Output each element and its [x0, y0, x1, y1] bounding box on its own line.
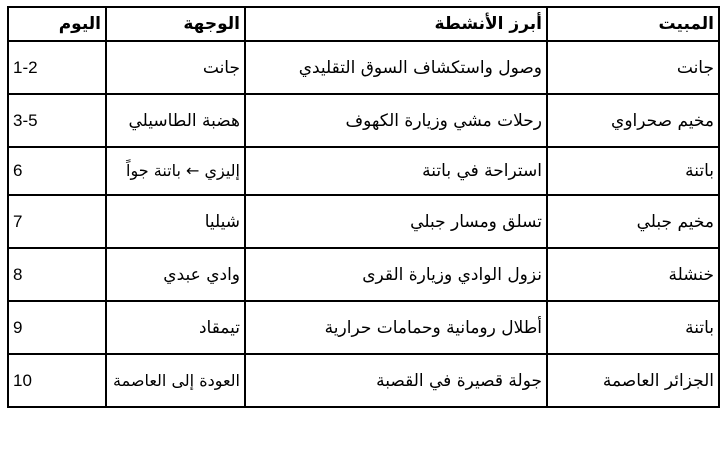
stay-cell: باتنة: [547, 301, 719, 354]
activities-cell: رحلات مشي وزيارة الكهوف: [245, 94, 547, 147]
destination-cell: شيليا: [106, 195, 245, 248]
destination-cell: العودة إلى العاصمة: [106, 354, 245, 407]
day-cell: 7: [8, 195, 106, 248]
stay-cell: مخيم جبلي: [547, 195, 719, 248]
stay-cell: جانت: [547, 41, 719, 94]
table-row: [8, 248, 719, 301]
stay-cell: باتنة: [547, 147, 719, 195]
table-row: [8, 301, 719, 354]
table-row: [8, 354, 719, 407]
day-cell: 3-5: [8, 94, 106, 147]
itinerary-table: [7, 6, 720, 408]
activities-cell: جولة قصيرة في القصبة: [245, 354, 547, 407]
day-cell: 10: [8, 354, 106, 407]
activities-cell: استراحة في باتنة: [245, 147, 547, 195]
day-cell: 9: [8, 301, 106, 354]
header-day: اليوم: [8, 7, 106, 41]
table-row: [8, 195, 719, 248]
destination-cell: هضبة الطاسيلي: [106, 94, 245, 147]
table-row: [8, 41, 719, 94]
activities-cell: نزول الوادي وزيارة القرى: [245, 248, 547, 301]
stay-cell: الجزائر العاصمة: [547, 354, 719, 407]
table-row: [8, 147, 719, 195]
table-row: [8, 94, 719, 147]
day-cell: 8: [8, 248, 106, 301]
activities-cell: تسلق ومسار جبلي: [245, 195, 547, 248]
destination-cell: جانت: [106, 41, 245, 94]
day-cell: 1-2: [8, 41, 106, 94]
activities-cell: وصول واستكشاف السوق التقليدي: [245, 41, 547, 94]
destination-cell: تيمقاد: [106, 301, 245, 354]
header-activities: أبرز الأنشطة: [245, 7, 547, 41]
header-stay: المبيت: [547, 7, 719, 41]
header-destination: الوجهة: [106, 7, 245, 41]
stay-cell: مخيم صحراوي: [547, 94, 719, 147]
destination-cell: وادي عبدي: [106, 248, 245, 301]
activities-cell: أطلال رومانية وحمامات حرارية: [245, 301, 547, 354]
header-row: [8, 7, 719, 41]
day-cell: 6: [8, 147, 106, 195]
destination-cell: إليزي ← باتنة جواً: [106, 147, 245, 195]
stay-cell: خنشلة: [547, 248, 719, 301]
